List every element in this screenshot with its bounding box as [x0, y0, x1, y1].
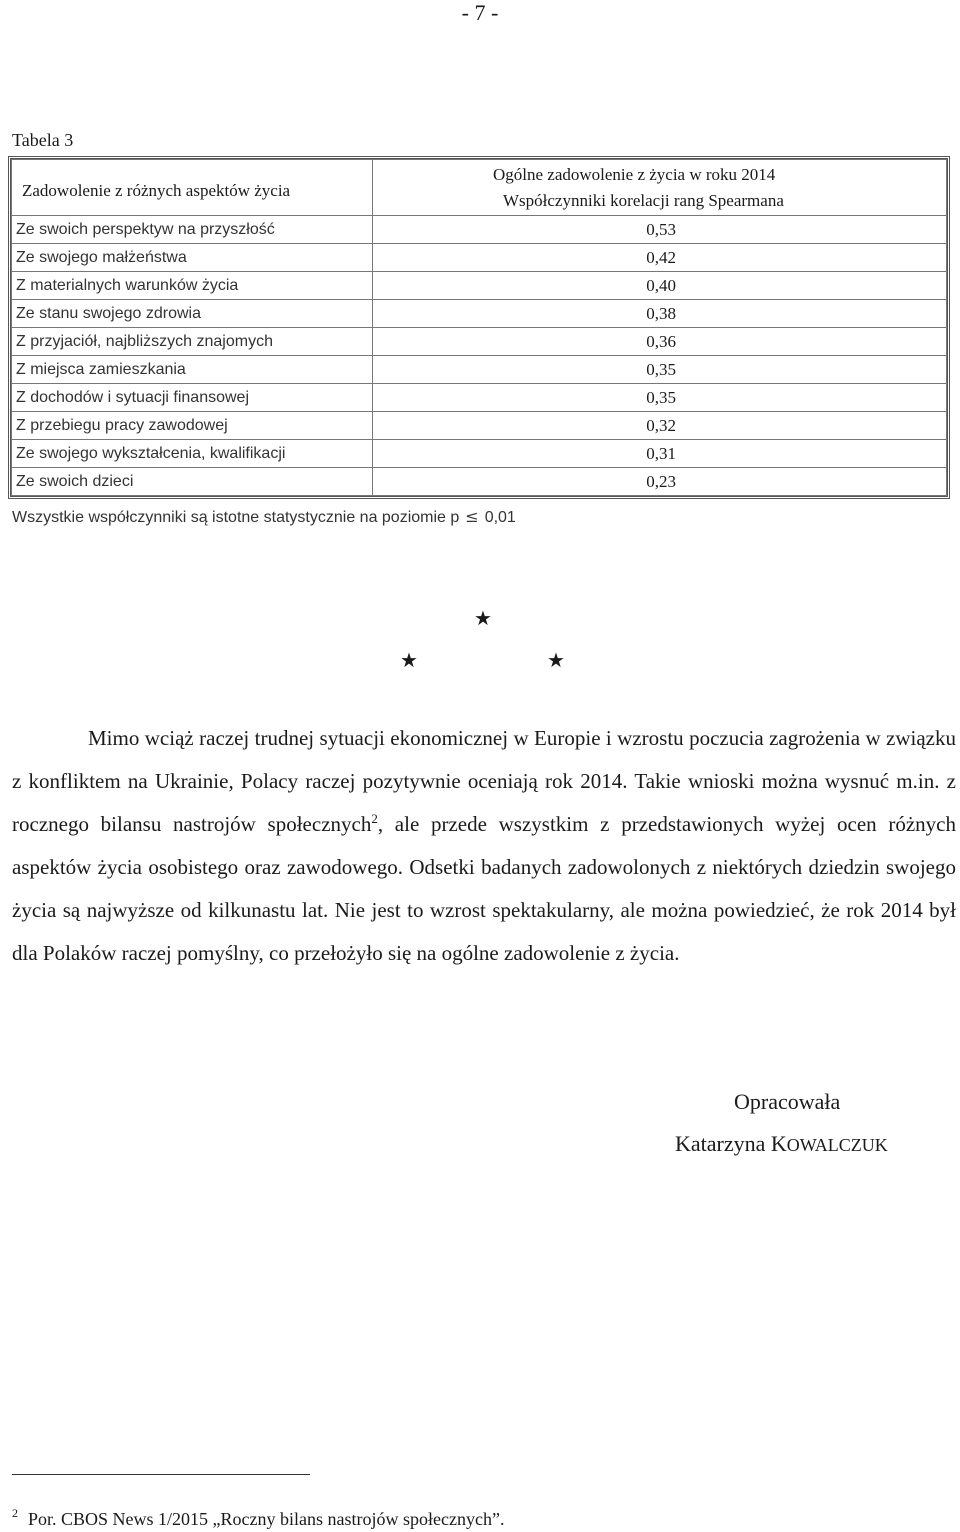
table-row — [12, 244, 947, 272]
page-number: - 7 - — [461, 0, 499, 25]
row-label: Z przyjaciół, najbliższych znajomych — [12, 328, 373, 356]
summary-paragraph — [12, 717, 956, 975]
paragraph-part1: Mimo wciąż raczej trudnej sytuacji ekonomicznej w Europie i wzrostu poczucia zagrożenia w związku z konfliktem na Ukrainie, Polacy raczej pozytywnie oceniają rok 2014. Takie wnioski można wysnuć m.in. z rocznego bilansu nastrojów społecznych — [12, 726, 956, 836]
significance-note — [12, 507, 516, 527]
header-right-line2: Współczynniki korelacji rang Spearmana — [503, 191, 784, 210]
table-row — [12, 328, 947, 356]
table-header-row — [12, 160, 947, 216]
row-value: 0,35 — [373, 356, 947, 384]
author-last-name-initial: K — [770, 1131, 787, 1156]
header-right-line1: Ogólne zadowolenie z życia w roku 2014 — [493, 165, 776, 184]
row-label: Ze stanu swojego zdrowia — [12, 300, 373, 328]
row-label: Z przebiegu pracy zawodowej — [12, 412, 373, 440]
table-row — [12, 468, 947, 496]
row-label: Ze swoich perspektyw na przyszłość — [12, 216, 373, 244]
footnote-number: 2 — [12, 1506, 18, 1520]
signature-role: Opracowała — [734, 1089, 841, 1114]
correlation-table — [8, 156, 950, 499]
row-value: 0,32 — [373, 412, 947, 440]
note-value: 0,01 — [484, 509, 516, 526]
row-value: 0,42 — [373, 244, 947, 272]
row-value: 0,40 — [373, 272, 947, 300]
star-icon: ★ — [474, 606, 492, 630]
row-label: Ze swoich dzieci — [12, 468, 373, 496]
row-value: 0,35 — [373, 384, 947, 412]
row-value: 0,31 — [373, 440, 947, 468]
table-title: Tabela 3 — [12, 130, 74, 150]
author-first-name: Katarzyna — [675, 1131, 766, 1156]
paragraph-part2: , ale przede wszystkim z przedstawionych wyżej ocen różnych aspektów życia osobistego oraz zawodowego. Odsetki badanych zadowolonych z niektórych dziedzin swojego życia są najwyższe od kilkunastu lat. Nie jest to wzrost spektakularny, ale można powiedzieć, że rok 2014 był dla Polaków raczej pomyślny, co przełożyło się na ogólne zadowolenie z życia. — [12, 812, 956, 965]
table-row — [12, 412, 947, 440]
table-row — [12, 300, 947, 328]
table-row — [12, 272, 947, 300]
footnote — [12, 1506, 504, 1530]
table-row — [12, 440, 947, 468]
signature-name — [675, 1131, 888, 1157]
less-or-equal-symbol: ≤ — [465, 507, 479, 526]
row-label: Z miejsca zamieszkania — [12, 356, 373, 384]
row-value: 0,53 — [373, 216, 947, 244]
author-last-name-rest: OWALCZUK — [786, 1135, 888, 1155]
star-icon: ★ — [547, 648, 565, 672]
row-value: 0,36 — [373, 328, 947, 356]
row-value: 0,38 — [373, 300, 947, 328]
footnote-divider — [12, 1474, 310, 1475]
row-label: Z dochodów i sytuacji finansowej — [12, 384, 373, 412]
table-row — [12, 216, 947, 244]
star-icon: ★ — [400, 648, 418, 672]
footnote-text: Por. CBOS News 1/2015 „Roczny bilans nastrojów społecznych”. — [28, 1509, 505, 1529]
footnote-reference: 2 — [371, 811, 378, 826]
table-row — [12, 384, 947, 412]
header-aspects: Zadowolenie z różnych aspektów życia — [12, 160, 373, 216]
header-overall-satisfaction — [373, 160, 947, 216]
row-label: Ze swojego wykształcenia, kwalifikacji — [12, 440, 373, 468]
row-value: 0,23 — [373, 468, 947, 496]
row-label: Ze swojego małżeństwa — [12, 244, 373, 272]
row-label: Z materialnych warunków życia — [12, 272, 373, 300]
table-row — [12, 356, 947, 384]
note-text: Wszystkie współczynniki są istotne statystycznie na poziomie p — [12, 509, 460, 526]
